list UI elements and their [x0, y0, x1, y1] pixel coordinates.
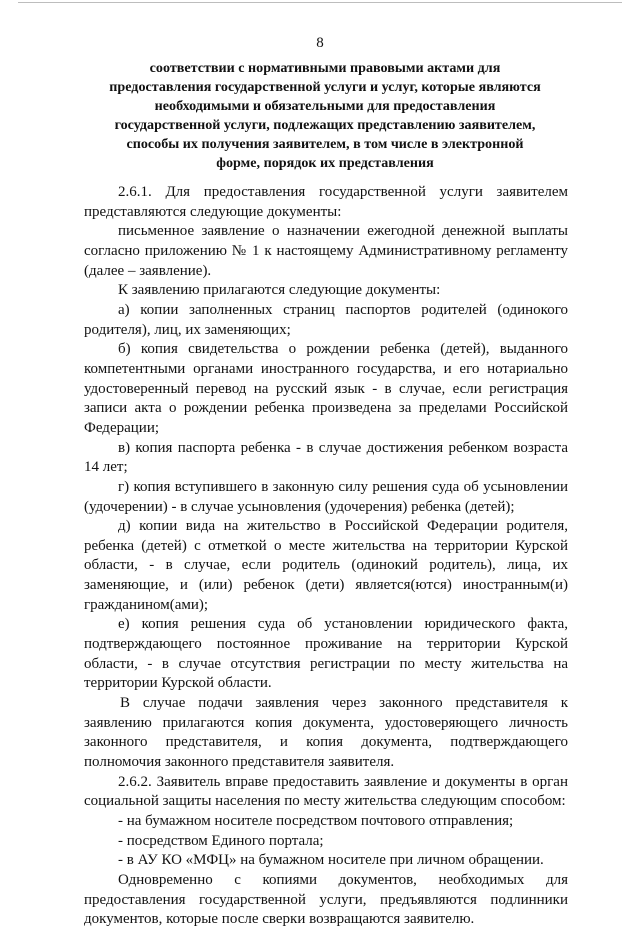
method-mfc: - в АУ КО «МФЦ» на бумажном носителе при личном обращении. [118, 852, 544, 869]
method-portal: - посредством Единого портала; [118, 832, 324, 849]
list-item-b: б) копия свидетельства о рождении ребенка (детей), выданного компетентными органами иностранного государства, и его нотариально удостоверенный перевод на русский язык - в случае, если регистрация записи акта о рождении ребенка произведена за пределами Российской Федерации; [84, 341, 568, 436]
list-item-a: а) копии заполненных страниц паспортов родителей (одинокого родителя), лиц, их заменяющих; [84, 301, 568, 338]
top-border-line [18, 2, 622, 3]
document-body [84, 183, 568, 930]
method-postal: - на бумажном носителе посредством почтового отправления; [118, 813, 514, 829]
list-item-d: д) копии вида на жительство в Российской Федерации родителя, ребенка (детей) с отметкой о месте жительства на территории Курской области, - в случае, если родитель (одинокий родитель), лица, их заменяющие, и (или) ребенок (дети) является(ются) иностранным(и) гражданином(ами); [84, 518, 568, 613]
list-item-v: в) копия паспорта ребенка - в случае достижения ребенком возраста 14 лет; [84, 439, 568, 476]
page-number: 8 [316, 35, 324, 51]
paragraph-originals: Одновременно с копиями документов, необходимых для предоставления государственной услуги, предъявляются подлинники документов, которые после сверки возвращаются заявителю. [84, 871, 568, 928]
paragraph-2-6-2: 2.6.2. Заявитель вправе предоставить заявление и документы в орган социальной защиты населения по месту жительства следующим способом: [84, 773, 568, 810]
section-heading: соответствии с нормативными правовыми актами для предоставления государственной услуги и услуг, которые являются необходимыми и обязательными для предоставления государственной услуги, подлежащих представлению заявителем, способы их получения заявителем, в том числе в электронной форме, порядок их представления [109, 60, 541, 172]
paragraph-attachments-intro: К заявлению прилагаются следующие документы: [118, 282, 441, 299]
list-item-g: г) копия вступившего в законную силу решения суда об усыновлении (удочерении) - в случае усыновления (удочерения) ребенка (детей); [84, 478, 568, 515]
paragraph-legal-representative: В случае подачи заявления через законного представителя к заявлению прилагаются копия документа, удостоверяющего личность законного представителя, и копия документа, подтверждающего полномочия законного представителя заявителя. [84, 695, 568, 771]
paragraph-application: письменное заявление о назначении ежегодной денежной выплаты согласно приложению № 1 к настоящему Административному регламенту (далее – заявление). [84, 223, 568, 279]
paragraph-2-6-1: 2.6.1. Для предоставления государственной услуги заявителем представляются следующие документы: [84, 184, 568, 220]
list-item-e: е) копия решения суда об установлении юридического факта, подтверждающего постоянное проживание на территории Курской области, - в случае отсутствия регистрации по месту жительства на территории Курской области. [84, 616, 568, 692]
